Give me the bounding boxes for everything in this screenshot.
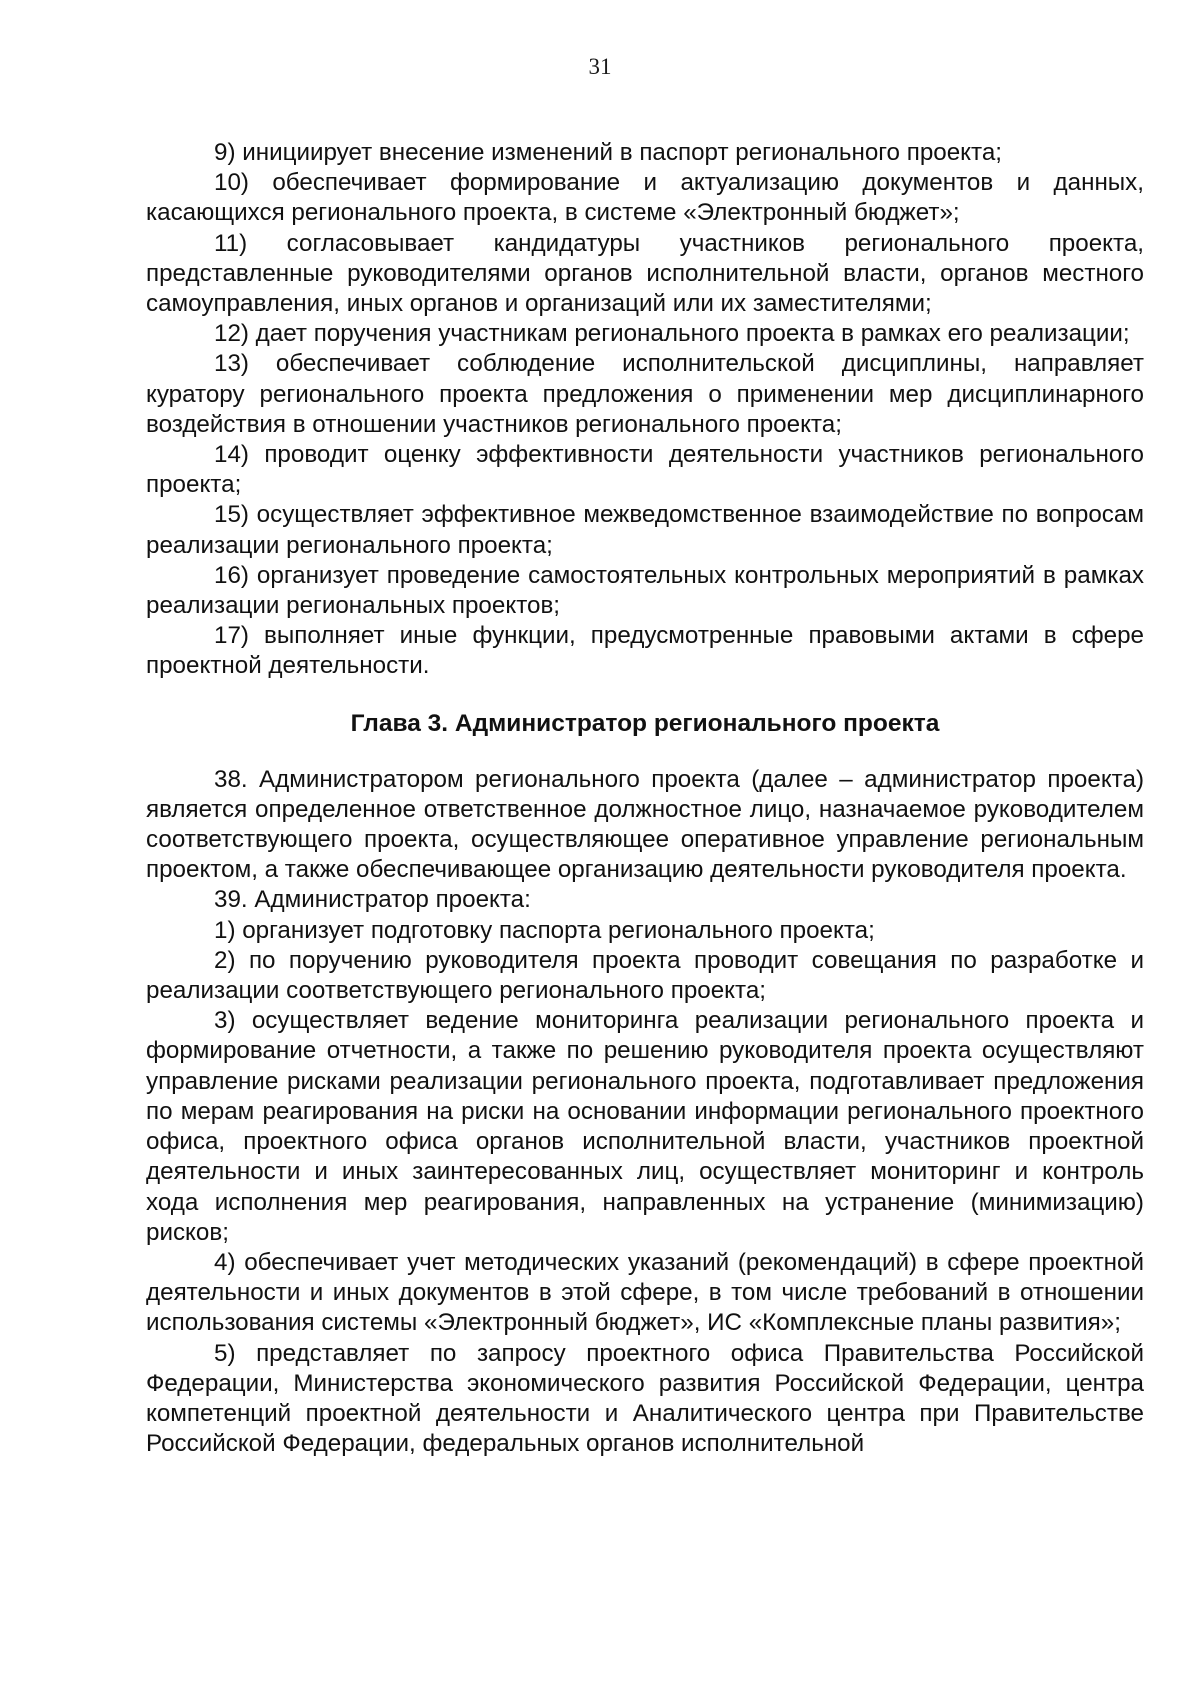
list-item-17: 17) выполняет иные функции, предусмотренные правовыми актами в сфере проектной деятельности. — [146, 622, 1144, 680]
list-item-14: 14) проводит оценку эффективности деятельности участников регионального проекта; — [146, 441, 1144, 499]
document-body — [146, 138, 1144, 1459]
page-number: 31 — [588, 54, 612, 79]
clause-39-item-5: 5) представляет по запросу проектного офиса Правительства Российской Федерации, Министерства экономического развития Российской Федерации, центра компетенций проектной деятельности и Аналитического центра при Правительстве Российской Федерации, федеральных органов исполнительной — [146, 1339, 1144, 1458]
list-item-13: 13) обеспечивает соблюдение исполнительской дисциплины, направляет куратору регионального проекта предложения о применении мер дисциплинарного воздействия в отношении участников регионального проекта; — [146, 350, 1144, 438]
clause-38: 38. Администратором регионального проекта (далее – администратор проекта) является определенное ответственное должностное лицо, назначаемое руководителем соответствующего проекта, осуществляющее оперативное управление региональным проектом, а также обеспечивающее организацию деятельности руководителя проекта. — [146, 765, 1144, 884]
list-item-11: 11) согласовывает кандидатуры участников регионального проекта, представленные руководителями органов исполнительной власти, органов местного самоуправления, иных органов и организаций или их заместителями; — [146, 229, 1144, 318]
list-item-10: 10) обеспечивает формирование и актуализацию документов и данных, касающихся регионального проекта, в системе «Электронный бюджет»; — [146, 169, 1144, 227]
list-item-9: 9) инициирует внесение изменений в паспорт регионального проекта; — [214, 139, 1003, 166]
clause-39: 39. Администратор проекта: — [214, 886, 531, 914]
clause-39-item-3: 3) осуществляет ведение мониторинга реализации регионального проекта и формирование отчетности, а также по решению руководителя проекта осуществляют управление рисками реализации регионального проекта, подготавливает предложения по мерам реагирования на риски на основании информации регионального проектного офиса, проектного офиса органов исполнительной власти, участников проектной деятельности и иных заинтересованных лиц, осуществляет мониторинг и контроль хода исполнения мер реагирования, направленных на устранение (минимизацию) рисков; — [146, 1007, 1144, 1246]
chapter-heading: Глава 3. Администратор регионального проекта — [350, 709, 940, 737]
list-item-12: 12) дает поручения участникам регионального проекта в рамках его реализации; — [214, 320, 1130, 348]
clause-39-item-1: 1) организует подготовку паспорта регионального проекта; — [214, 916, 875, 944]
clause-39-item-4: 4) обеспечивает учет методических указаний (рекомендаций) в сфере проектной деятельности и иных документов в этой сфере, в том числе требований в отношении использования системы «Электронный бюджет», ИС «Комплексные планы развития»; — [146, 1248, 1144, 1337]
list-item-15: 15) осуществляет эффективное межведомственное взаимодействие по вопросам реализации регионального проекта; — [146, 501, 1144, 559]
clause-39-item-2: 2) по поручению руководителя проекта проводит совещания по разработке и реализации соответствующего регионального проекта; — [146, 946, 1144, 1005]
list-item-16: 16) организует проведение самостоятельных контрольных мероприятий в рамках реализации региональных проектов; — [146, 561, 1144, 620]
